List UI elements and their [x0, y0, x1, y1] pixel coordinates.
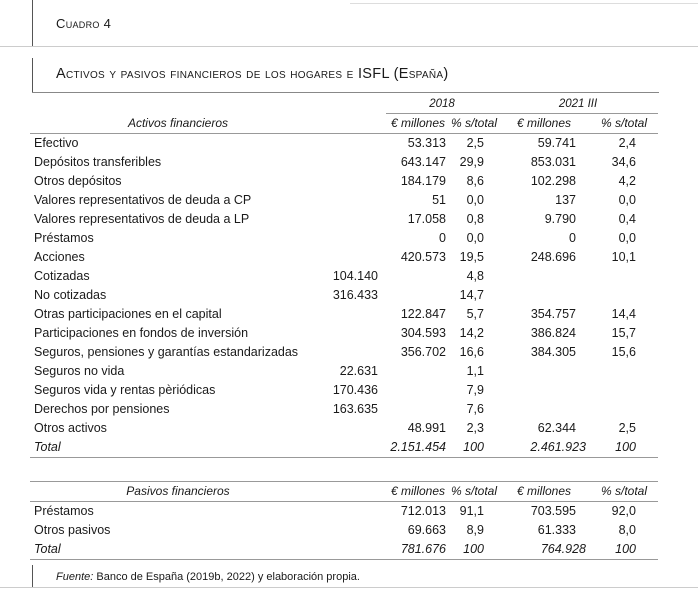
row-pct-2018: 7,9: [466, 383, 484, 397]
activos-header-label: Activos financieros: [30, 114, 386, 134]
p-header-eur-2021: € millones: [498, 482, 590, 502]
p-total-label: Total: [30, 540, 316, 560]
row-eur-2021: [498, 400, 590, 419]
table-title: Activos y pasivos financieros de los hogares e ISFL (España): [56, 66, 449, 82]
row-eur-2021: [498, 267, 590, 286]
row-label: Valores representativos de deuda a CP: [34, 193, 252, 207]
p-total-p2: 100: [590, 540, 658, 560]
row-eur-2021: 386.824: [530, 326, 576, 340]
activos-row: [30, 172, 658, 191]
row-pct-2018: 91,1: [459, 504, 484, 518]
row-label: Préstamos: [34, 504, 94, 518]
row-eur-2018: 184.179: [400, 174, 446, 188]
row-label: Depósitos transferibles: [34, 155, 162, 169]
row-label: Derechos por pensiones: [34, 402, 170, 416]
total-p2: 100: [590, 438, 658, 458]
pasivos-header-row: [30, 482, 658, 502]
row-pct-2018: 1,1: [466, 364, 484, 378]
row-pct-2021: [590, 286, 658, 305]
row-pct-2021: 15,6: [611, 345, 636, 359]
total-v2: 2.461.923: [498, 438, 590, 458]
pasivos-header-label: Pasivos financieros: [30, 482, 386, 502]
row-pct-2018: 8,6: [466, 174, 484, 188]
row-sub-value: [316, 191, 386, 210]
activos-header-row: [30, 114, 658, 134]
row-eur-2018: 48.991: [407, 421, 446, 435]
p-total-p1: 100: [450, 540, 498, 560]
row-eur-2021: 703.595: [530, 504, 576, 518]
row-eur-2018: 304.593: [400, 326, 446, 340]
footer-left-rule: [32, 565, 33, 587]
row-eur-2018: 69.663: [407, 523, 446, 537]
row-pct-2021: 15,7: [611, 326, 636, 340]
row-pct-2018: 5,7: [466, 307, 484, 321]
row-label: Participaciones en fondos de inversión: [34, 326, 249, 340]
row-sub-value: [316, 324, 386, 343]
pasivos-row: [30, 502, 658, 522]
p-header-eur-2018: € millones: [386, 482, 450, 502]
row-pct-2018: 0,0: [466, 193, 484, 207]
row-sub-value: [316, 305, 386, 324]
row-eur-2018: 0: [439, 231, 446, 245]
activos-row: [30, 134, 658, 154]
row-pct-2018: 0,0: [466, 231, 484, 245]
header-eur-2018: € millones: [386, 114, 450, 134]
activos-row: [30, 324, 658, 343]
row-sub-value: [316, 419, 386, 438]
year-2018: 2018: [386, 96, 498, 114]
row-pct-2021: 34,6: [611, 155, 636, 169]
row-eur-2021: 102.298: [530, 174, 576, 188]
row-pct-2018: 8,9: [466, 523, 484, 537]
row-eur-2021: 354.757: [530, 307, 576, 321]
row-label: Otras participaciones en el capital: [34, 307, 222, 321]
row-label: Efectivo: [34, 136, 79, 150]
row-pct-2021: 92,0: [611, 504, 636, 518]
row-pct-2018: 2,5: [466, 136, 484, 150]
activos-row: [30, 400, 658, 419]
header-pct-2018: % s/total: [450, 114, 498, 134]
row-pct-2018: 29,9: [459, 155, 484, 169]
activos-row: [30, 419, 658, 438]
pasivos-table: [30, 481, 658, 560]
year-2021: 2021 III: [498, 96, 658, 114]
activos-row: [30, 229, 658, 248]
activos-row: [30, 381, 658, 400]
row-eur-2021: 59.741: [537, 136, 576, 150]
row-label: Valores representativos de deuda a LP: [34, 212, 250, 226]
row-label: Seguros no vida: [34, 364, 125, 378]
row-label: Seguros, pensiones y garantías estandarizadas: [34, 345, 299, 359]
title-left-rule: [32, 58, 33, 92]
row-eur-2021: 137: [555, 193, 576, 207]
row-sub-value: 316.433: [332, 288, 378, 302]
row-sub-value: 104.140: [332, 269, 378, 283]
row-sub-value: [316, 210, 386, 229]
top-right-tick: [350, 3, 698, 4]
row-eur-2018: [386, 400, 450, 419]
row-pct-2021: [590, 267, 658, 286]
row-eur-2018: 420.573: [400, 250, 446, 264]
row-eur-2018: 712.013: [400, 504, 446, 518]
footer-horizontal-rule: [0, 587, 698, 588]
row-pct-2021: 0,0: [618, 193, 636, 207]
header-pct-2021: % s/total: [590, 114, 658, 134]
pasivos-total-row: [30, 540, 658, 560]
total-label: Total: [30, 438, 316, 458]
row-pct-2021: 0,4: [618, 212, 636, 226]
source-text: Banco de España (2019b, 2022) y elaboración propia.: [93, 571, 360, 583]
activos-row: [30, 286, 658, 305]
row-pct-2018: 14,7: [459, 288, 484, 302]
row-sub-value: 170.436: [332, 383, 378, 397]
row-label: Cotizadas: [34, 269, 90, 283]
row-eur-2021: 853.031: [530, 155, 576, 169]
row-label: Acciones: [34, 250, 85, 264]
row-label: No cotizadas: [34, 288, 107, 302]
source-label: Fuente:: [56, 571, 94, 583]
row-pct-2018: 14,2: [459, 326, 484, 340]
row-pct-2018: 19,5: [459, 250, 484, 264]
row-eur-2018: [386, 381, 450, 400]
row-sub-value: [316, 248, 386, 267]
row-pct-2018: 2,3: [466, 421, 484, 435]
years-row: [30, 96, 658, 114]
pasivos-row: [30, 521, 658, 540]
row-eur-2021: 248.696: [530, 250, 576, 264]
row-eur-2021: 0: [569, 231, 576, 245]
top-horizontal-rule: [0, 46, 698, 47]
header-eur-2021: € millones: [498, 114, 590, 134]
row-pct-2021: 8,0: [618, 523, 636, 537]
row-pct-2018: 7,6: [466, 402, 484, 416]
row-sub-value: [316, 343, 386, 362]
activos-row: [30, 210, 658, 229]
row-eur-2021: 9.790: [544, 212, 576, 226]
row-eur-2021: 384.305: [530, 345, 576, 359]
row-eur-2018: [386, 362, 450, 381]
activos-row: [30, 191, 658, 210]
row-pct-2021: 4,2: [618, 174, 636, 188]
row-eur-2021: 61.333: [537, 523, 576, 537]
row-pct-2018: 0,8: [466, 212, 484, 226]
row-sub-value: [316, 172, 386, 191]
row-eur-2018: 122.847: [400, 307, 446, 321]
row-pct-2021: 0,0: [618, 231, 636, 245]
row-eur-2021: [498, 286, 590, 305]
activos-total-row: [30, 438, 658, 458]
row-label: Seguros vida y rentas pèriódicas: [34, 383, 216, 397]
row-label: Préstamos: [34, 231, 94, 245]
row-eur-2021: [498, 381, 590, 400]
row-eur-2021: 62.344: [537, 421, 576, 435]
row-pct-2021: 10,1: [611, 250, 636, 264]
row-pct-2021: [590, 362, 658, 381]
row-eur-2018: [386, 267, 450, 286]
row-eur-2018: 643.147: [400, 155, 446, 169]
row-label: Otros pasivos: [34, 523, 111, 537]
p-total-v1: 781.676: [386, 540, 450, 560]
row-eur-2018: 17.058: [407, 212, 446, 226]
row-sub-value: 163.635: [332, 402, 378, 416]
row-eur-2021: [498, 362, 590, 381]
row-sub-value: [316, 134, 386, 154]
title-underline: [32, 92, 659, 93]
row-eur-2018: 51: [432, 193, 446, 207]
row-pct-2021: 2,5: [618, 421, 636, 435]
row-pct-2021: 14,4: [611, 307, 636, 321]
top-left-rule: [32, 0, 33, 46]
row-sub-value: 22.631: [339, 364, 378, 378]
row-eur-2018: [386, 286, 450, 305]
source-note: [56, 571, 360, 583]
total-v1: 2.151.454: [386, 438, 450, 458]
p-total-v2: 764.928: [498, 540, 590, 560]
cuadro-label: Cuadro 4: [56, 16, 112, 31]
activos-table: [30, 96, 658, 458]
total-p1: 100: [450, 438, 498, 458]
activos-row: [30, 343, 658, 362]
row-label: Otros depósitos: [34, 174, 122, 188]
activos-row: [30, 153, 658, 172]
row-eur-2018: 356.702: [400, 345, 446, 359]
row-pct-2021: [590, 400, 658, 419]
activos-row: [30, 248, 658, 267]
row-pct-2018: 16,6: [459, 345, 484, 359]
row-eur-2018: 53.313: [407, 136, 446, 150]
row-label: Otros activos: [34, 421, 107, 435]
row-sub-value: [316, 229, 386, 248]
activos-row: [30, 267, 658, 286]
row-sub-value: [316, 153, 386, 172]
row-pct-2021: 2,4: [618, 136, 636, 150]
p-header-pct-2021: % s/total: [590, 482, 658, 502]
activos-row: [30, 362, 658, 381]
row-pct-2018: 4,8: [466, 269, 484, 283]
activos-row: [30, 305, 658, 324]
p-header-pct-2018: % s/total: [450, 482, 498, 502]
row-pct-2021: [590, 381, 658, 400]
